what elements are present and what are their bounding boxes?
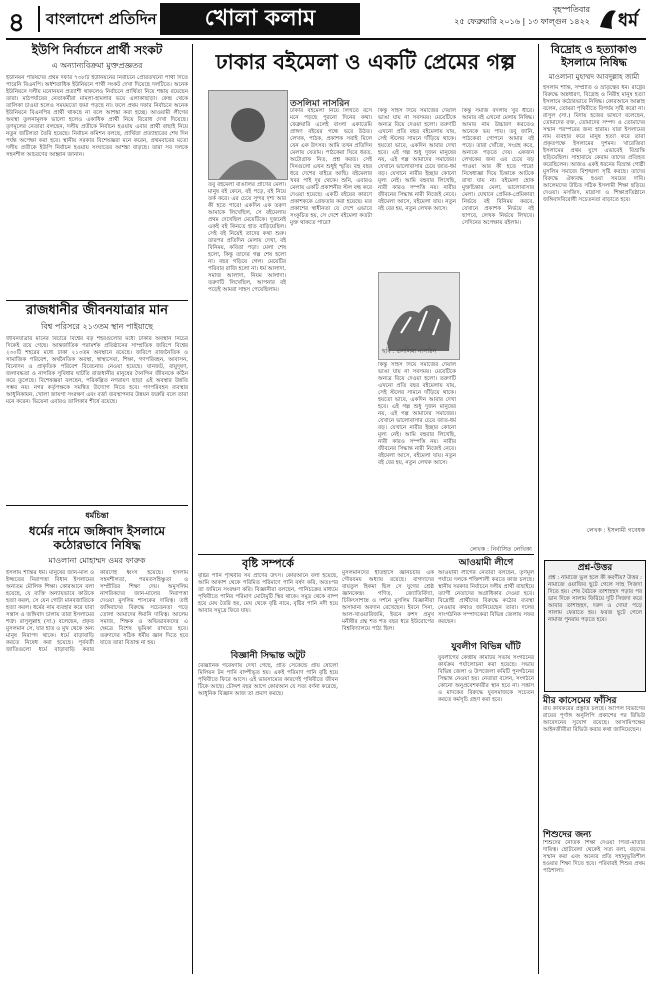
article-headline: রাজধানীর জীবনযাত্রার মান bbox=[25, 303, 169, 318]
article-body: ইসলাম শান্তি, সম্প্রীতি ও ভ্রাতৃত্বের ধর্ম। রাষ্ট্রের বিরুদ্ধে অস্ত্রধারণ, বিদ্রোহ ও নিরীহ মানুষ হত্যা ইসলামে কঠোরভাবে নিষিদ্ধ। কোরআনে আল্লাহ বলেন, তোমরা পৃথিবীতে বিপর্যয় সৃষ্টি করো না। রাসুল (সা.) বিদায় হজের ভাষণে বলেছেন, তোমাদের রক্ত, তোমাদের সম্পদ ও তোমাদের সম্মান পরস্পরের জন্য হারাম। যারা ইসলামের নাম ব্যবহার করে মানুষ হত্যা করে তারা প্রকৃতপক্ষে ইসলামের দুশমন। খারেজিরা ইসলামের প্রথম যুগে এভাবেই বিভ্রান্তি ছড়িয়েছিল। সাহাবায়ে কেরাম তাদের প্রতিহত করেছিলেন। আজও একই ধরনের বিভ্রান্ত গোষ্ঠী মুসলিম সমাজে বিশৃঙ্খলা সৃষ্টি করছে। তাদের বিরুদ্ধে ঐক্যবদ্ধ হওয়া সময়ের দাবি। আলেমদের উচিত সঠিক ইসলামী শিক্ষা ছড়িয়ে দেওয়া। মসজিদ, মাদ্রাসা ও শিক্ষাপ্রতিষ্ঠানে জঙ্গিবাদবিরোধী সচেতনতা বাড়াতে হবে। bbox=[543, 85, 645, 204]
qa-box bbox=[544, 560, 646, 692]
bottom-section-right bbox=[438, 558, 534, 965]
article-byline: মাওলানা মুহাম্মদ আবদুল্লাহ জামী bbox=[548, 73, 640, 82]
date: ২৫ ফেব্রুয়ারি ২০১৬ | ১৩ ফাল্গুন ১৪২২ bbox=[454, 17, 590, 26]
bottom-section-left bbox=[198, 558, 338, 963]
main-col-1: ঢাকার বইমেলা নিয়ে লিখতে বসে মনে পড়ছে পুরনো দিনের কথা। ফেব্রুয়ারি এলেই বাংলা একাডেমি প্রাঙ্গণ বইয়ের গন্ধে ভরে উঠত। লেখক, পাঠক, প্রকাশক সবাই মিলে যেন এক উৎসব। আমি তখন প্রতিদিন মেলায় যেতাম। পাঠকেরা ঘিরে ধরত, অটোগ্রাফ নিত, প্রশ্ন করত। সেই দিনগুলো এখন শুধুই স্মৃতি। বহু বছর ধরে দেশের বাইরে আছি। বইমেলার খবর পাই দূর থেকে। শুনি, এবারও মেলায় একটি প্রকাশনীর স্টল বন্ধ করে দেওয়া হয়েছে। একটি বইয়ের কারণে প্রকাশককে গ্রেফতার করা হয়েছে। মত প্রকাশের স্বাধীনতা যে দেশে এভাবে সংকুচিত হয়, সে দেশে বইমেলা কতটা মুক্ত থাকতে পারে? bbox=[290, 108, 372, 226]
article-headline: ধর্মের নামে জঙ্গিবাদ ইসলামে কঠোরভাবে নিষিদ্ধ bbox=[28, 524, 166, 552]
right-article bbox=[543, 44, 645, 536]
article-headline: ইউপি নির্বাচনে প্রার্থী সংকট bbox=[31, 43, 163, 57]
article-body: ইসলাম শান্তির ধর্ম। মানুষের জান-মাল ও ইজ্জতের নিরাপত্তা বিধান ইসলামের অন্যতম মৌলিক শিক্ষা। কোরআনে বলা হয়েছে, যে ব্যক্তি অন্যায়ভাবে কাউকে হত্যা করল, সে যেন গোটা মানবজাতিকে হত্যা করল। ধর্মের নাম ব্যবহার করে যারা সন্ত্রাস ও জঙ্গিবাদ চালায় তারা ইসলামের শত্রু। রাসুলুল্লাহ (সা.) বলেছেন, প্রকৃত মুসলমান সে, যার হাত ও মুখ থেকে অন্য মানুষ নিরাপদ থাকে। ধর্মে বাড়াবাড়ি করতে নিষেধ করা হয়েছে। পূর্ববর্তী জাতিগুলো ধর্মে বাড়াবাড়ি করার কারণেই ধ্বংস হয়েছে। ইসলাম সহনশীলতা, পরমতসহিষ্ণুতা ও সম্প্রীতির শিক্ষা দেয়। অমুসলিম নাগরিকদের জান-মালের নিরাপত্তা দেওয়া মুসলিম শাসকের দায়িত্ব। তাই জঙ্গিবাদের বিরুদ্ধে সচেতনতা গড়ে তোলা আমাদের ঈমানি দায়িত্ব। আলেম সমাজ, শিক্ষক ও অভিভাবকদের এ ক্ষেত্রে বিশেষ ভূমিকা রাখতে হবে। তরুণদের সঠিক ধর্মীয় জ্ঞান দিতে হবে যাতে তারা বিভ্রান্ত না হয়। bbox=[6, 569, 188, 653]
main-col-0: তবু বইমেলা বাঙালির প্রাণের মেলা। মানুষ বই কেনে, বই পড়ে, বই নিয়ে তর্ক করে। এর চেয়ে সুন্দর দৃশ্য আর কী হতে পারে! একদিন এক তরুণ আমাকে লিখেছিল, সে বইমেলায় প্রথম দেখেছিল মেয়েটিকে। দুজনেই একই বই কিনতে হাত বাড়িয়েছিল। সেই বই নিয়েই তাদের কথা শুরু। তারপর প্রতিদিন মেলায় দেখা, বই বিনিময়, কবিতা পড়া। মেলা শেষ হলো, কিন্তু তাদের গল্প শেষ হলো না। বছর গড়িয়ে গেল। মেয়েটির পরিবার রাজি হলো না। ধর্ম আলাদা, সমাজ আলাদা, নিয়ম আলাদা। তরুণটি লিখেছিল, আপনার বই পড়েই আমরা সাহস পেয়েছিলাম। bbox=[208, 182, 286, 293]
column-divider bbox=[538, 44, 539, 974]
author-photo bbox=[208, 90, 288, 180]
divider bbox=[198, 554, 534, 555]
sub-heading: মীর কাসেমের ফাঁসির bbox=[543, 696, 617, 706]
main-col-3: কিন্তু সমাজ বদলায় খুব ধীরে। আমার বই এখনো মেলায় নিষিদ্ধ। আমার নাম উচ্চারণ করতেও অনেকে ভয় পায়। তবু জানি, পাঠকেরা গোপনে আমার বই পড়ে। তারা খোঁজে, সংগ্রহ করে, অন্যকে পড়তে দেয়। একজন লেখকের জন্য এর চেয়ে বড় পাওয়া আর কী হতে পারে! নিষেধাজ্ঞা দিয়ে চিন্তাকে আটকে রাখা যায় না। বইমেলা হোক মুক্তচিন্তার মেলা, ভালোবাসার মেলা। যেখানে প্রেমিক-প্রেমিকারা নির্ভয়ে বই বিনিময় করবে, যেখানে প্রকাশক নির্ভয়ে বই ছাপবে, লেখক নির্ভয়ে লিখবে। সেদিনের অপেক্ষায় রইলাম। bbox=[462, 108, 534, 226]
section-logo-text: ধর্ম bbox=[618, 10, 639, 31]
left-mid-article bbox=[6, 304, 188, 514]
article-body: জীবনযাত্রার মানের বিচারে বিশ্বের বড় শহরগুলোর মধ্যে ঢাকার অবস্থান নিচের দিকেই রয়ে গেছে। আন্তর্জাতিক পরামর্শক প্রতিষ্ঠানের সাম্প্রতিক জরিপে বিশ্বের ২৩০টি শহরের মধ্যে ঢাকা ২১৩তম অবস্থানে রয়েছে। জরিপে রাজনৈতিক ও সামাজিক পরিবেশ, অর্থনৈতিক অবস্থা, স্বাস্থ্যসেবা, শিক্ষা, গণপরিবহন, আবাসন, বিনোদন ও প্রাকৃতিক পরিবেশ বিবেচনায় নেওয়া হয়েছে। যানজট, বায়ুদূষণ, জলাবদ্ধতা ও নাগরিক সুবিধার ঘাটতি রাজধানীর মানুষের দৈনন্দিন জীবনকে কঠিন করে তুলেছে। বিশেষজ্ঞরা বলছেন, পরিকল্পিত নগরায়ণ ছাড়া এই অবস্থার উন্নতি সম্ভব নয়। নগর কর্তৃপক্ষকে সমন্বিত উদ্যোগ নিতে হবে। গণপরিবহন ব্যবস্থার আধুনিকায়ন, খোলা জায়গা সংরক্ষণ এবং বর্জ্য ব্যবস্থাপনার উন্নয়ন জরুরি বলে তারা মনে করেন। ভিয়েনা এবারও তালিকার শীর্ষে রয়েছে। bbox=[6, 335, 188, 405]
main-col-2: কিন্তু সাহস দিয়ে সমাজের দেয়াল ভাঙা যায় না সবসময়। মেয়েটিকে অন্যত্র বিয়ে দেওয়া হলো। তরুণটি এখনো প্রতি বছর বইমেলায় যায়, সেই স্টলের সামনে দাঁড়িয়ে থাকে। হয়তো ভাবে, একদিন আবার দেখা হবে। এই গল্প শুধু দুজন মানুষের নয়, এই গল্প আমাদের সমাজের। যেখানে ভালোবাসার চেয়ে জাত-ধর্ম বড়। যেখানে নারীর ইচ্ছার কোনো মূল্য নেই। আমি বহুবার লিখেছি, নারী কারও সম্পত্তি নয়। নারীর জীবনের সিদ্ধান্ত নারী নিজেই নেবে। বইমেলা আসে, বইমেলা যায়। নতুন বই বের হয়, নতুন লেখক আসে। bbox=[378, 108, 456, 212]
page-number: ৪ bbox=[8, 8, 25, 38]
section-heading: বৃষ্টি সম্পর্কে bbox=[242, 557, 294, 570]
section-title: খোলা কলাম bbox=[160, 3, 360, 35]
column-divider bbox=[192, 44, 193, 974]
divider bbox=[38, 6, 40, 32]
column-tag: ধর্মচিন্তা bbox=[85, 511, 109, 520]
author-portrait-icon bbox=[209, 91, 287, 179]
article-byline: বিশ্ব পরিসরে ২১৩তম স্থান পাইয়াছে bbox=[41, 321, 153, 331]
newspaper-name: বাংলাদেশ প্রতিদিন bbox=[46, 10, 157, 28]
article-body: ইউনিয়ন পরিষদের প্রথম দফার ৭৩৮টি ইউনিয়নের নির্বাচনে প্রেরিতখনো পার্থী দিতে পারেনি বিএনপি। অর্ধশতাধিক ইউনিয়নে পার্থী সংকট দেখা দিয়েছে দলটিতে। অনেক ইউনিয়নে দলীয় মনোনয়ন প্রত্যাশী থাকলেও নির্বাচনে প্রার্থিতা নিয়ে শঙ্কায় রয়েছেন তারা। মাঠপর্যায়ের নেতাকর্মীরা মামলা-হামলার ভয়ে এলাকাছাড়া। কেন্দ্র থেকে তালিকা চাওয়া হলেও সময়মতো জমা পড়ছে না। ফলে প্রথম দফার নির্বাচনে অনেক ইউনিয়নে বিএনপির প্রার্থী থাকছে না বলে আশঙ্কা করা হচ্ছে। আওয়ামী লীগের অবস্থা তুলনামূলক ভালো হলেও একাধিক প্রার্থী নিয়ে বিরোধ দেখা দিয়েছে। তৃণমূলের নেতারা বলছেন, দলীয় প্রতীকে নির্বাচন হওয়ায় এবার প্রার্থী বাছাই নিয়ে নতুন জটিলতা তৈরি হয়েছে। নির্বাচন কমিশন বলছে, প্রার্থিতা প্রত্যাহারের শেষ দিন পর্যন্ত অপেক্ষা করা হবে। স্থানীয় সরকার বিশেষজ্ঞরা মনে করেন, প্রথমবারের মতো দলীয় প্রতীকে ইউপি নির্বাচন হওয়ায় সংঘাতের আশঙ্কা বাড়ছে। তারা সব দলকে সহনশীল আচরণের আহ্বান জানান। bbox=[6, 74, 188, 158]
main-article bbox=[198, 50, 533, 74]
bottom-section-mid bbox=[342, 570, 434, 970]
article-body: শিশুদের নৈতিক শিক্ষা দেওয়া পিতা-মাতার দায়িত্ব। ছোটবেলা থেকেই সত্য বলা, বড়দের সম্মান করা এবং অন্যের প্রতি সহানুভূতিশীল হওয়ার শিক্ষা দিতে হবে। পরিবারই শিশুর প্রথম পাঠশালা। bbox=[543, 840, 645, 875]
box-title: প্রশ্ন-উত্তর bbox=[577, 563, 613, 573]
article-body: আওয়ামী লীগের নেতারা বলছেন, তৃণমূল পর্যায়ে দলকে শক্তিশালী করতে কাজ চলছে। স্থানীয় সরকার নির্বাচনে দলীয় প্রার্থী বাছাইয়ে ত্যাগী নেতাদের অগ্রাধিকার দেওয়া হবে। বিদ্রোহী প্রার্থীদের বিরুদ্ধে কঠোর ব্যবস্থা নেওয়ার কথাও জানিয়েছেন তারা। দলের সাংগঠনিক সম্পাদকেরা বিভিন্ন জেলায় সফর করছেন। bbox=[438, 570, 534, 626]
divider bbox=[6, 505, 188, 506]
author-note: লেখক : ইসলামী গবেষক bbox=[586, 527, 645, 535]
author-note: লেখক : নির্বাসিত লেখিকা bbox=[470, 546, 532, 553]
article-headline: বিদ্রোহ ও হত্যাকাণ্ড ইসলামে নিষিদ্ধ bbox=[550, 43, 638, 69]
article-body: বৃষ্টির পানি পৃথিবীর সব প্রাণের উৎস। কোরআনে বলা হয়েছে, আমি আকাশ থেকে পরিমিত পরিমাণে পানি বর্ষণ করি, অতঃপর তা জমিনে সংরক্ষণ করি। বিজ্ঞানীরা বলছেন, পানিচক্রের মাধ্যমে পৃথিবীতে পানির পরিমাণ মোটামুটি স্থির থাকে। সমুদ্র থেকে বাষ্প হয়ে মেঘ তৈরি হয়, মেঘ থেকে বৃষ্টি নামে, বৃষ্টির পানি নদী হয়ে আবার সমুদ্রে ফিরে যায়। bbox=[198, 572, 338, 614]
date-block bbox=[430, 4, 590, 28]
right-sub-article-1 bbox=[543, 696, 645, 816]
masthead-rule bbox=[6, 38, 646, 40]
divider bbox=[6, 300, 188, 301]
masthead bbox=[0, 0, 650, 38]
left-bottom-article bbox=[6, 510, 188, 982]
article-body: রায় কার্যকরের প্রস্তুতি চলছে। আপিল বিভাগের রায়ের পূর্ণাঙ্গ অনুলিপি প্রকাশের পর রিভিউ আবেদনের সুযোগ রয়েছে। আসামিপক্ষের আইনজীবীরা রিভিউ করার কথা জানিয়েছেন। bbox=[543, 706, 645, 734]
right-sub-article-2 bbox=[543, 830, 645, 970]
article-byline: মাওলানা মোহাম্মদ ওমর ফারুক bbox=[48, 555, 146, 565]
sub-heading: আওয়ামী লীগে bbox=[458, 558, 514, 568]
photo-caption: ছবি : তসলিমা নাসরিন bbox=[382, 348, 437, 355]
main-col-2b: কিন্তু সাহস দিয়ে সমাজের দেয়াল ভাঙা যায় না সবসময়। মেয়েটিকে অন্যত্র বিয়ে দেওয়া হলো। তরুণটি এখনো প্রতি বছর বইমেলায় যায়, সেই স্টলের সামনে দাঁড়িয়ে থাকে। হয়তো ভাবে, একদিন আবার দেখা হবে। এই গল্প শুধু দুজন মানুষের নয়, এই গল্প আমাদের সমাজের। যেখানে ভালোবাসার চেয়ে জাত-ধর্ম বড়। যেখানে নারীর ইচ্ছার কোনো মূল্য নেই। আমি বহুবার লিখেছি, নারী কারও সম্পত্তি নয়। নারীর জীবনের সিদ্ধান্ত নারী নিজেই নেবে। বইমেলা আসে, বইমেলা যায়। নতুন বই বের হয়, নতুন লেখক আসে। bbox=[378, 362, 456, 466]
sub-heading: বিজ্ঞানী সিদ্ধান্ত অটুট bbox=[230, 650, 306, 661]
sub-heading: শিশুদের জন্য bbox=[543, 830, 592, 840]
article-body: মুসলমানদের ইতিহাসে জ্ঞানচর্চার এক গৌরবময় অধ্যায় রয়েছে। বাগদাদের বায়তুল হিকমা ছিল সে যুগের শ্রেষ্ঠ জ্ঞানকেন্দ্র। গণিত, জ্যোতির্বিদ্যা, চিকিৎসাশাস্ত্র ও দর্শনে মুসলিম বিজ্ঞানীরা অসামান্য অবদান রেখেছেন। ইবনে সিনা, আল-খাওয়ারিজমি, ইবনে রুশদ প্রমুখ মনীষীর গ্রন্থ শত শত বছর ধরে ইউরোপের বিশ্ববিদ্যালয়ে পাঠ্য ছিল। bbox=[342, 570, 434, 632]
article-byline: এ অন্যান্যবিক্রমা মুক্তপ্রজ্ঞতর bbox=[51, 60, 143, 70]
box-body: প্রশ্ন : নামাজে ভুল হলে কী করণীয়? উত্তর : নামাজে ওয়াজিব ছুটে গেলে সাহু সিজদা দিতে হয়। শেষ বৈঠকে তাশাহহুদ পড়ার পর ডান দিকে সালাম ফিরিয়ে দুটি সিজদা করে আবার তাশাহহুদ, দরুদ ও দোয়া পড়ে সালাম ফেরাতে হয়। ফরজ ছুটে গেলে নামাজ পুনরায় পড়তে হবে। bbox=[548, 575, 642, 624]
left-top-article bbox=[6, 44, 188, 297]
article-body: যুবলীগের কেন্দ্রীয় কমিটির সভায় সংগঠনের কার্যক্রম পর্যালোচনা করা হয়েছে। সভায় বিভিন্ন জেলা ও উপজেলা কমিটি পুনর্গঠনের সিদ্ধান্ত নেওয়া হয়। নেতারা বলেন, সংগঠনে কোনো অনুপ্রবেশকারীর স্থান হবে না। সন্ত্রাস ও মাদকের বিরুদ্ধে যুবসমাজকে সচেতন করতে কর্মসূচি গ্রহণ করা হবে। bbox=[438, 654, 534, 703]
article-body: বৈজ্ঞানিক গবেষণায় দেখা গেছে, প্রতি সেকেন্ডে প্রায় ষোলো মিলিয়ন টন পানি বাষ্পীভূত হয়। একই পরিমাণ পানি বৃষ্টি হয়ে পৃথিবীতে ফিরে আসে। এই ভারসাম্যের কারণেই পৃথিবীতে জীবন টিকে আছে। চৌদ্দশ বছর আগে কোরআন যে সত্য বর্ণনা করেছে, আধুনিক বিজ্ঞান আজ তা প্রমাণ করছে। bbox=[198, 662, 338, 697]
main-byline: তসলিমা নাসরিন bbox=[290, 99, 350, 109]
weekday: বৃহস্পতিবার bbox=[552, 5, 590, 14]
sub-heading: যুবলীগ বিভিন্ন ঘাঁটি bbox=[451, 642, 521, 653]
main-headline: ঢাকার বইমেলা ও একটি প্রেমের গল্প bbox=[215, 50, 516, 74]
